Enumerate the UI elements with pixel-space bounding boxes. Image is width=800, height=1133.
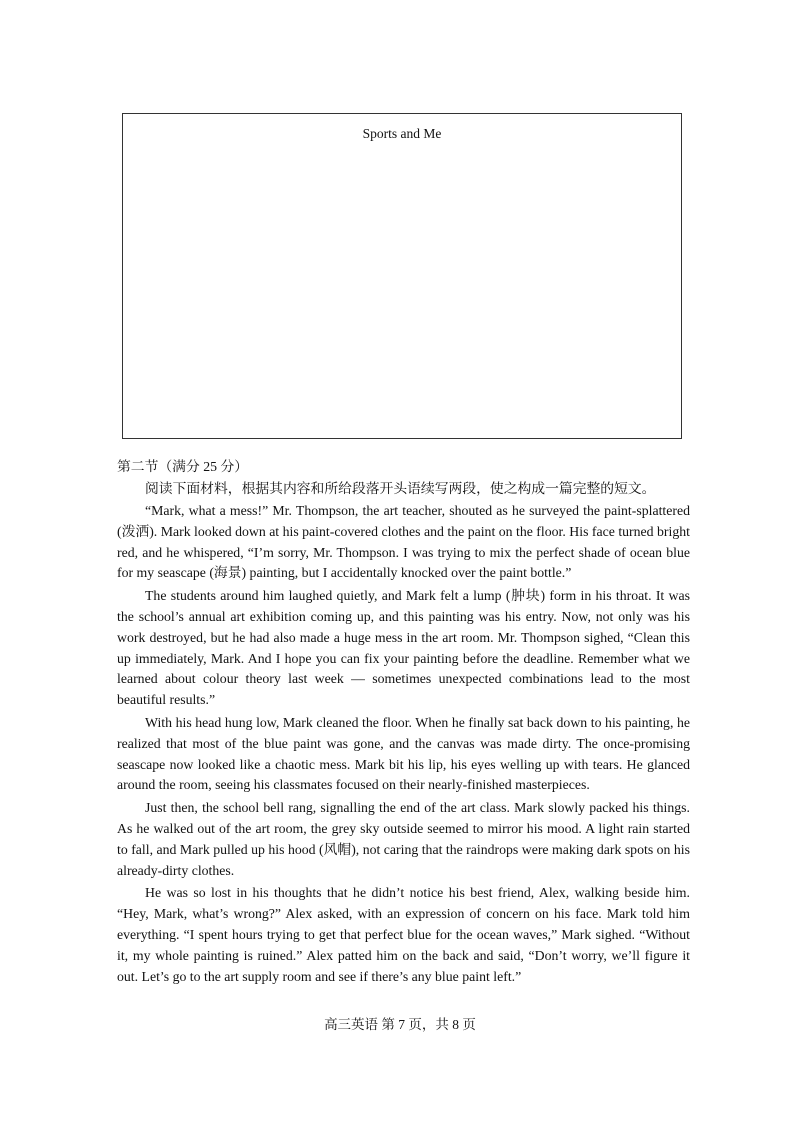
story-paragraph-5: He was so lost in his thoughts that he didn’t notice his best friend, Alex, walking beside him. “Hey, Mark, what’s wrong?” Alex asked, with an expression of concern on his face. Mark told him everything. “I spent hours trying to get that perfect blue for the ocean waves,” Mark sighed. “Without it, my whole painting is ruined.” Alex patted him on the back and said, “Don’t worry, we’ll figure it out. Let’s go to the art supply room and see if there’s any blue paint left.” (117, 885, 690, 984)
section-heading: 第二节（满分 25 分） (117, 459, 249, 474)
section-instruction: 阅读下面材料，根据其内容和所给段落开头语续写两段，使之构成一篇完整的短文。 (145, 481, 656, 496)
story-paragraph-1: “Mark, what a mess!” Mr. Thompson, the art teacher, shouted as he surveyed the paint-splattered (泼洒). Mark looked down at his paint-covered clothes and the paint on the floor. His face turned bright red, and he whispered, “I’m sorry, Mr. Thompson. I was trying to mix the perfect shade of ocean blue for my seascape (海景) painting, but I accidentally knocked over the paint bottle.” (117, 503, 690, 581)
continuation-writing-section (117, 456, 690, 987)
story-paragraph-4: Just then, the school bell rang, signalling the end of the art class. Mark slowly packed his things. As he walked out of the art room, the grey sky outside seemed to mirror his mood. A light rain started to fall, and Mark pulled up his hood (风帽), not caring that the raindrops were making dark spots on his already-dirty clothes. (117, 800, 690, 878)
writing-answer-box (122, 113, 682, 439)
page-footer: 高三英语 第 7 页，共 8 页 (324, 1017, 476, 1032)
story-paragraph-2: The students around him laughed quietly, and Mark felt a lump (肿块) form in his throat. It was the school’s annual art exhibition coming up, and this painting was his entry. Now, not only was his work destroyed, but he had also made a huge mess in the art room. Mr. Thompson sighed, “Clean this up immediately, Mark. And I hope you can fix your painting before the deadline. Remember what we learned about colour theory last week — sometimes unexpected combinations lead to the most beautiful results.” (117, 588, 690, 708)
story-paragraph-3: With his head hung low, Mark cleaned the floor. When he finally sat back down to his painting, he realized that most of the blue paint was gone, and the canvas was made dirty. The once-promising seascape now looked like a chaotic mess. Mark bit his lip, his eyes welling up with tears. He glanced around the room, seeing his classmates focused on their nearly-finished masterpieces. (117, 714, 690, 793)
writing-topic-title: Sports and Me (362, 126, 442, 141)
